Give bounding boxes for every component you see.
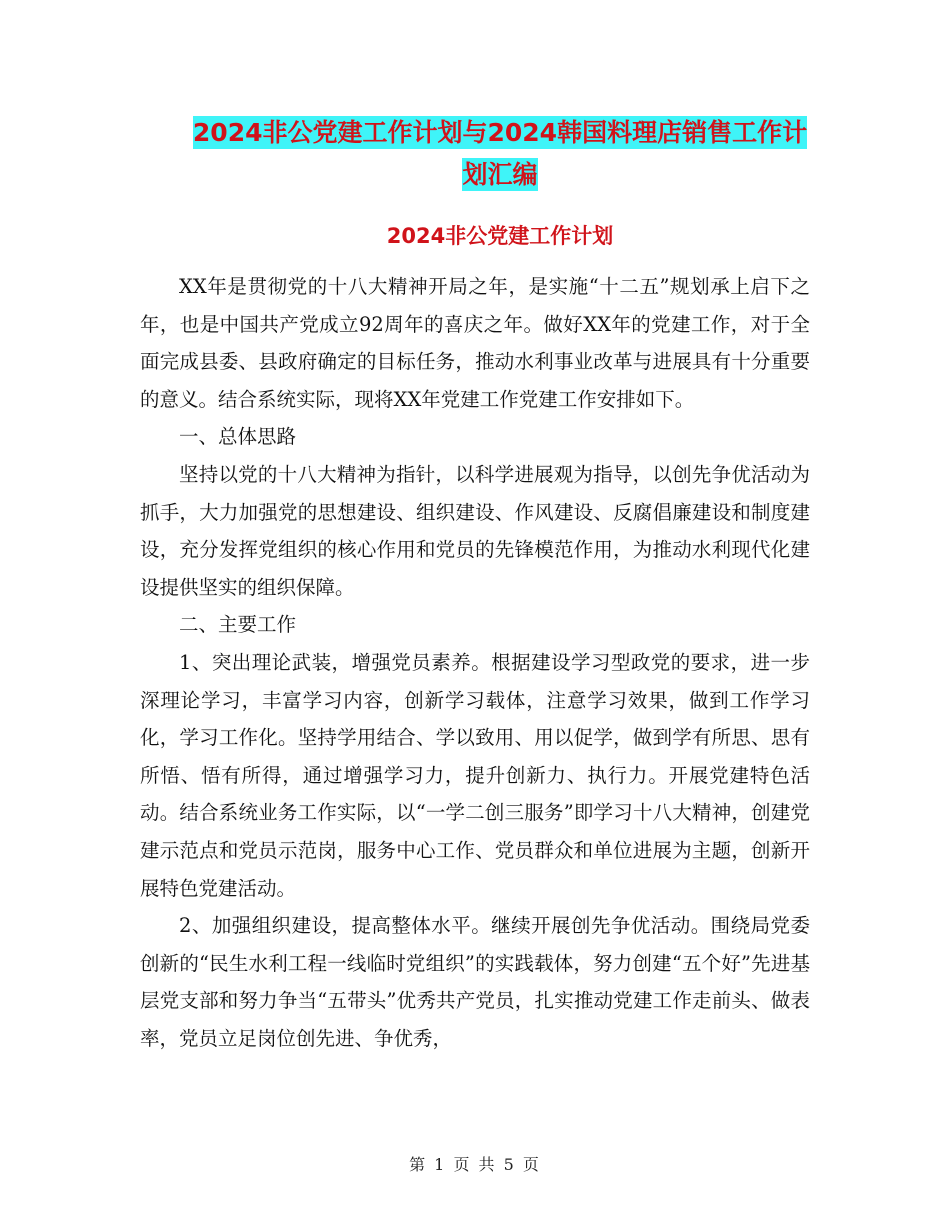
title-line-2: 划汇编: [462, 160, 538, 189]
heading-main-work: 二、主要工作: [179, 613, 297, 637]
document-title: [140, 112, 860, 196]
title-line-1: 2024非公党建工作计划与2024韩国料理店销售工作计: [192, 118, 808, 147]
page-footer: 第 1 页 共 5 页: [409, 1155, 541, 1174]
heading-overall-approach: 一、总体思路: [179, 425, 297, 449]
paragraph-main-work-1: 1、突出理论武装，增强党员素养。根据建设学习型政党的要求，进一步深理论学习，丰富学习内容，创新学习载体，注意学习效果，做到工作学习化，学习工作化。坚持学用结合、学以致用、用以促学，做到学有所思、思有所悟、悟有所得，通过增强学习力，提升创新力、执行力。开展党建特色活动。结合系统业务工作实际，以“一学二创三服务”即学习十八大精神，创建党建示范点和党员示范岗，服务中心工作、党员群众和单位进展为主题，创新开展特色党建活动。: [140, 650, 810, 900]
body-text: [140, 268, 810, 1057]
paragraph-main-work-2: 2、加强组织建设，提高整体水平。继续开展创先争优活动。围绕局党委创新的“民生水利工程一线临时党组织”的实践载体，努力创建“五个好”先进基层党支部和努力争当“五带头”优秀共产党员，扎实推动党建工作走前头、做表率，党员立足岗位创先进、争优秀，: [140, 914, 810, 1050]
paragraph-overall-approach: 坚持以党的十八大精神为指针，以科学进展观为指导，以创先争优活动为抓手，大力加强党的思想建设、组织建设、作风建设、反腐倡廉建设和制度建设，充分发挥党组织的核心作用和党员的先锋模范作用，为推动水利现代化建设提供坚实的组织保障。: [140, 462, 810, 599]
paragraph-intro: XX年是贯彻党的十八大精神开局之年，是实施“十二五”规划承上启下之年，也是中国共产党成立92周年的喜庆之年。做好XX年的党建工作，对于全面完成县委、县政府确定的目标任务，推动水利事业改革与进展具有十分重要的意义。结合系统实际，现将XX年党建工作党建工作安排如下。: [140, 275, 810, 411]
section-title: 2024非公党建工作计划: [386, 224, 614, 248]
